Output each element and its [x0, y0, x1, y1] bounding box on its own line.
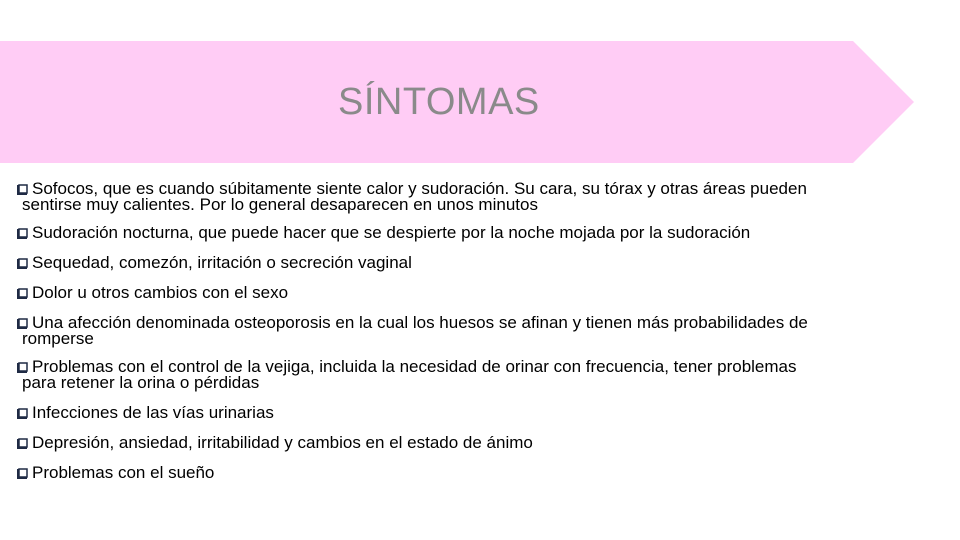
list-item: [16, 405, 916, 421]
checkbox-bullet-icon: [16, 465, 29, 481]
list-item-text: Sequedad, comezón, irritación o secreción vaginal: [32, 253, 412, 272]
symptom-list: [16, 181, 916, 481]
list-item-text: Infecciones de las vías urinarias: [32, 403, 274, 422]
list-item-text: Dolor u otros cambios con el sexo: [32, 283, 289, 302]
list-item: [16, 181, 916, 213]
checkbox-bullet-icon: [16, 255, 29, 271]
checkbox-bullet-icon: [16, 225, 29, 241]
list-item: [16, 359, 916, 391]
list-item-text: Sudoración nocturna, que puede hacer que se despierte por la noche mojada por la sudoración: [32, 223, 751, 242]
checkbox-bullet-icon: [16, 405, 29, 421]
list-item: [16, 465, 916, 481]
list-item: [16, 435, 916, 451]
list-item-text: Sofocos, que es cuando súbitamente siente calor y sudoración. Su cara, su tórax y otras áreas pueden: [32, 179, 807, 198]
list-item-text: Problemas con el sueño: [32, 463, 215, 482]
list-item-continuation: sentirse muy calientes. Por lo general desaparecen en unos minutos: [22, 195, 538, 214]
list-item-text: Depresión, ansiedad, irritabilidad y cambios en el estado de ánimo: [32, 433, 533, 452]
list-item: [16, 255, 916, 271]
list-item: [16, 315, 916, 347]
list-item-continuation: para retener la orina o pérdidas: [22, 373, 260, 392]
slide-title: SÍNTOMAS: [338, 81, 540, 123]
checkbox-bullet-icon: [16, 285, 29, 301]
list-item-text: Una afección denominada osteoporosis en la cual los huesos se afinan y tienen más probabilidades de: [32, 313, 808, 332]
list-item-text: Problemas con el control de la vejiga, incluida la necesidad de orinar con frecuencia, tener problemas: [32, 357, 797, 376]
list-item-continuation: romperse: [22, 329, 94, 348]
checkbox-bullet-icon: [16, 435, 29, 451]
list-item: [16, 285, 916, 301]
list-item: [16, 225, 916, 241]
